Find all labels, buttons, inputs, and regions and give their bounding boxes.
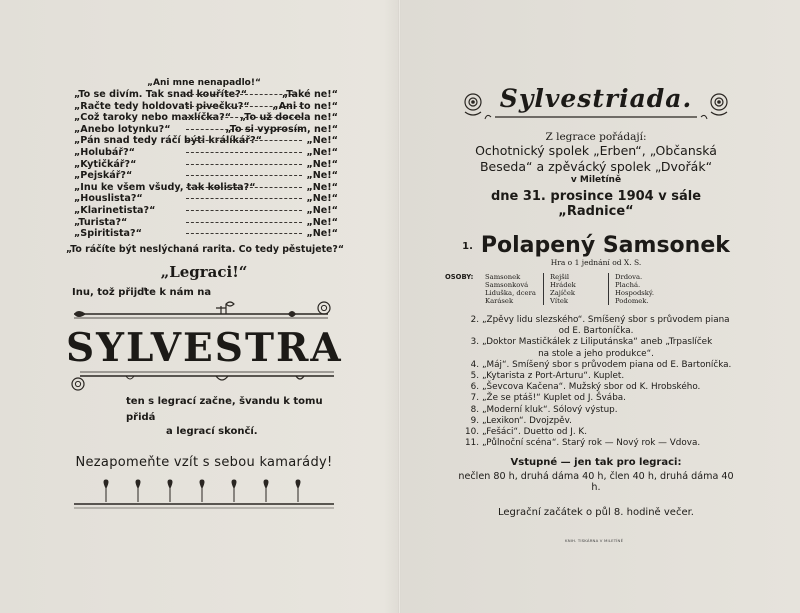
program-number: 8.	[470, 404, 479, 415]
answer-text: „Ne!“	[306, 181, 338, 193]
question-row	[66, 217, 342, 229]
program-number: 9.	[470, 415, 479, 426]
start-time: Legrační začátek o půl 8. hodině večer.	[498, 507, 694, 519]
tail-line-1: ten s legrací začne, švandu k tomu přidá	[126, 395, 323, 423]
spiral-icon	[465, 94, 481, 115]
program-number: 6.	[470, 382, 479, 393]
cast-entry: Vítek	[550, 297, 568, 305]
question-row	[66, 112, 342, 124]
program-number: 3.	[470, 337, 479, 348]
place-line: v Miletíně	[570, 175, 622, 185]
question-text: „Kytičkář?“	[74, 158, 137, 170]
program-item	[455, 393, 737, 404]
organizers-intro: Z legrace pořádají:	[545, 131, 647, 143]
organizers-line-2: Beseda“ a zpěvácký spolek „Dvořák“	[479, 159, 713, 174]
program-list	[455, 315, 737, 449]
left-page	[66, 78, 345, 518]
answer-text: „Ne!“	[306, 193, 338, 205]
tulip-icon	[200, 480, 204, 502]
program-item	[455, 382, 737, 393]
dash-leader	[186, 164, 302, 165]
organizers-line-1: Ochotnický spolek „Erben“, „Občanská	[475, 143, 717, 158]
dash-leader	[186, 152, 302, 153]
program-text: „Lexikon“. Dvojzpěv.	[482, 415, 572, 426]
program-number: 4.	[470, 359, 479, 370]
cast-characters	[485, 273, 543, 305]
right-page	[445, 84, 737, 519]
play-subtitle: Hra o 1 jednání od X. S.	[550, 258, 642, 267]
program-number: 11.	[465, 438, 479, 449]
question-row	[66, 124, 342, 136]
program-item	[455, 360, 737, 371]
question-row	[66, 228, 342, 240]
dash-leader	[186, 187, 302, 188]
entry-prices: nečlen 80 h, druhá dáma 40 h, člen 40 h, druhá dáma 40 h.	[458, 471, 734, 494]
program-text: „Že se ptáš!“ Kuplet od J. Švába.	[482, 393, 626, 404]
question-list	[66, 89, 342, 240]
program-text: „Půlnoční scéna“. Starý rok — Nový rok — Vdova.	[482, 438, 701, 449]
question-text: „Pejskář?“	[74, 170, 133, 182]
program-text: „Ševcova Kačena“. Mužský sbor od K. Hrobského.	[482, 382, 701, 393]
cast-entry: Plachá.	[615, 281, 641, 289]
cast-entry: Rejšil	[550, 273, 570, 281]
answer-text: „Také ne!“	[281, 89, 338, 100]
tulip-icon	[296, 480, 300, 502]
cast-entry: Zajíček	[550, 289, 576, 297]
bottom-ornament	[66, 370, 342, 394]
printer-mark: KNIH. TISKÁRNA V MILETÍNĚ	[565, 538, 624, 543]
answer-text: „Ne!“	[306, 228, 338, 240]
dash-leader	[186, 233, 302, 234]
cast-entry: Liduška, dcera	[485, 289, 536, 297]
question-row	[66, 170, 342, 182]
dash-leader	[186, 222, 302, 223]
program-item	[455, 315, 737, 326]
tulip-icon	[232, 480, 236, 502]
question-text: „Spiritista?“	[74, 228, 142, 240]
cast-actors	[543, 273, 608, 305]
question-text: „Holubář?“	[74, 146, 135, 158]
answer-text: „Ne!“	[306, 158, 338, 170]
program-item	[455, 405, 737, 416]
dash-leader	[186, 210, 302, 211]
answer-text: „Ne!“	[306, 216, 338, 228]
play-title-row	[455, 233, 737, 258]
answer-text: „Ne!“	[306, 146, 338, 158]
program-text: „Máj“. Smíšený sbor s průvodem piana od E. Bartoníčka.	[482, 359, 732, 370]
program-item	[455, 416, 737, 427]
question-text: „Houslista?“	[74, 193, 143, 205]
cast-entry: Hrádek	[550, 281, 576, 289]
play-number: 1.	[462, 240, 473, 252]
tulip-border	[66, 478, 342, 518]
question-text: „Inu ke všem všudy, tak kolista?“	[74, 181, 256, 193]
cast-label: OSOBY:	[445, 273, 474, 281]
program-number: 7.	[470, 393, 479, 404]
cast-entry: Podomek.	[615, 297, 649, 305]
program-number: 2.	[470, 315, 479, 325]
cast-entry: Samsonek	[485, 273, 521, 281]
question-text: „Turista?“	[74, 216, 128, 228]
cast-entry: Hospodský.	[615, 289, 655, 297]
spiral-icon	[711, 94, 727, 115]
intro-line: „Ani mne nenapadlo!“	[147, 78, 261, 88]
cast-list	[445, 273, 737, 305]
program-text: „Fešáci“. Duetto od J. K.	[482, 427, 587, 438]
program-text: „Kytarista z Port-Arturu“. Kuplet.	[482, 371, 625, 382]
tulip-icon	[168, 480, 172, 502]
question-row	[66, 193, 342, 205]
tulip-icon	[264, 480, 268, 502]
date-line: dne 31. prosince 1904 v sále „Radnice“	[490, 189, 702, 219]
final-question: „To ráčíte být neslýchaná rarita. Co tedy pěstujete?“	[66, 243, 345, 255]
program-text: „Doktor Mastičkálek z Liliputánska“ aneb „Trpaslíček	[482, 337, 713, 348]
question-row	[66, 147, 342, 159]
center-fold	[398, 0, 401, 613]
question-text: „To se divím. Tak snad kouříte?“	[74, 89, 248, 100]
program-text: „Zpěvy lidu slezského“. Smíšený sbor s průvodem piana	[482, 315, 730, 325]
entry-title: Vstupné — jen tak pro legraci:	[510, 457, 682, 469]
program-continuation: na stole a jeho produkce“.	[538, 348, 654, 359]
tail-line-2: a legrací skončí.	[166, 425, 258, 437]
cast-entry: Samsonková	[485, 281, 529, 289]
answer-text: „Ne!“	[306, 135, 338, 147]
question-text: „Račte tedy holdovati pivečku?“	[74, 100, 250, 112]
program-item	[455, 438, 737, 449]
remember-line: Nezapomeňte vzít s sebou kamarády!	[75, 454, 333, 470]
answer-text: „Ani to ne!“	[272, 100, 338, 112]
program-title: Sylvestriada.	[499, 84, 693, 113]
dash-leader	[186, 198, 302, 199]
question-row	[66, 205, 342, 217]
question-text: „Klarinetista?“	[74, 204, 156, 216]
program-continuation: od E. Bartoníčka.	[558, 326, 634, 337]
sylvestra-heading: SYLVESTRA	[66, 324, 343, 371]
tulip-icon	[136, 480, 140, 502]
program-item	[455, 371, 737, 382]
top-ornament	[66, 300, 342, 324]
dash-leader	[186, 175, 302, 176]
cast-extra	[608, 273, 673, 305]
question-row	[66, 135, 342, 147]
answer-text: „Ne!“	[306, 204, 338, 216]
play-title: Polapený Samsonek	[480, 233, 730, 258]
answer-text: „To už docela ne!“	[239, 112, 338, 124]
question-text: „Pán snad tedy ráčí býti králíkář?“	[74, 135, 262, 147]
invite-line: Inu, tož přijďte k nám na	[72, 286, 212, 298]
program-text: „Moderní kluk“. Sólový výstup.	[482, 404, 618, 415]
answer-text: „Ne!“	[306, 170, 338, 182]
program-item	[455, 427, 737, 438]
cast-entry: Karásek	[485, 297, 514, 305]
question-text: „Což taroky nebo maxlíčka?“	[74, 112, 231, 124]
dash-leader	[186, 140, 302, 141]
legraci-heading: „Legraci!“	[160, 262, 248, 281]
title-ornaments	[455, 84, 737, 124]
question-row	[66, 159, 342, 171]
tulip-icon	[104, 480, 108, 502]
answer-text: „To si vyprosím, ne!“	[225, 123, 338, 135]
program-item	[455, 337, 737, 348]
question-row	[66, 89, 342, 101]
program-number: 5.	[470, 371, 479, 382]
program-number: 10.	[465, 427, 479, 438]
question-row	[66, 182, 342, 194]
cast-entry: Drdova.	[615, 273, 643, 281]
question-row	[66, 101, 342, 113]
question-text: „Anebo lotynku?“	[74, 123, 171, 135]
